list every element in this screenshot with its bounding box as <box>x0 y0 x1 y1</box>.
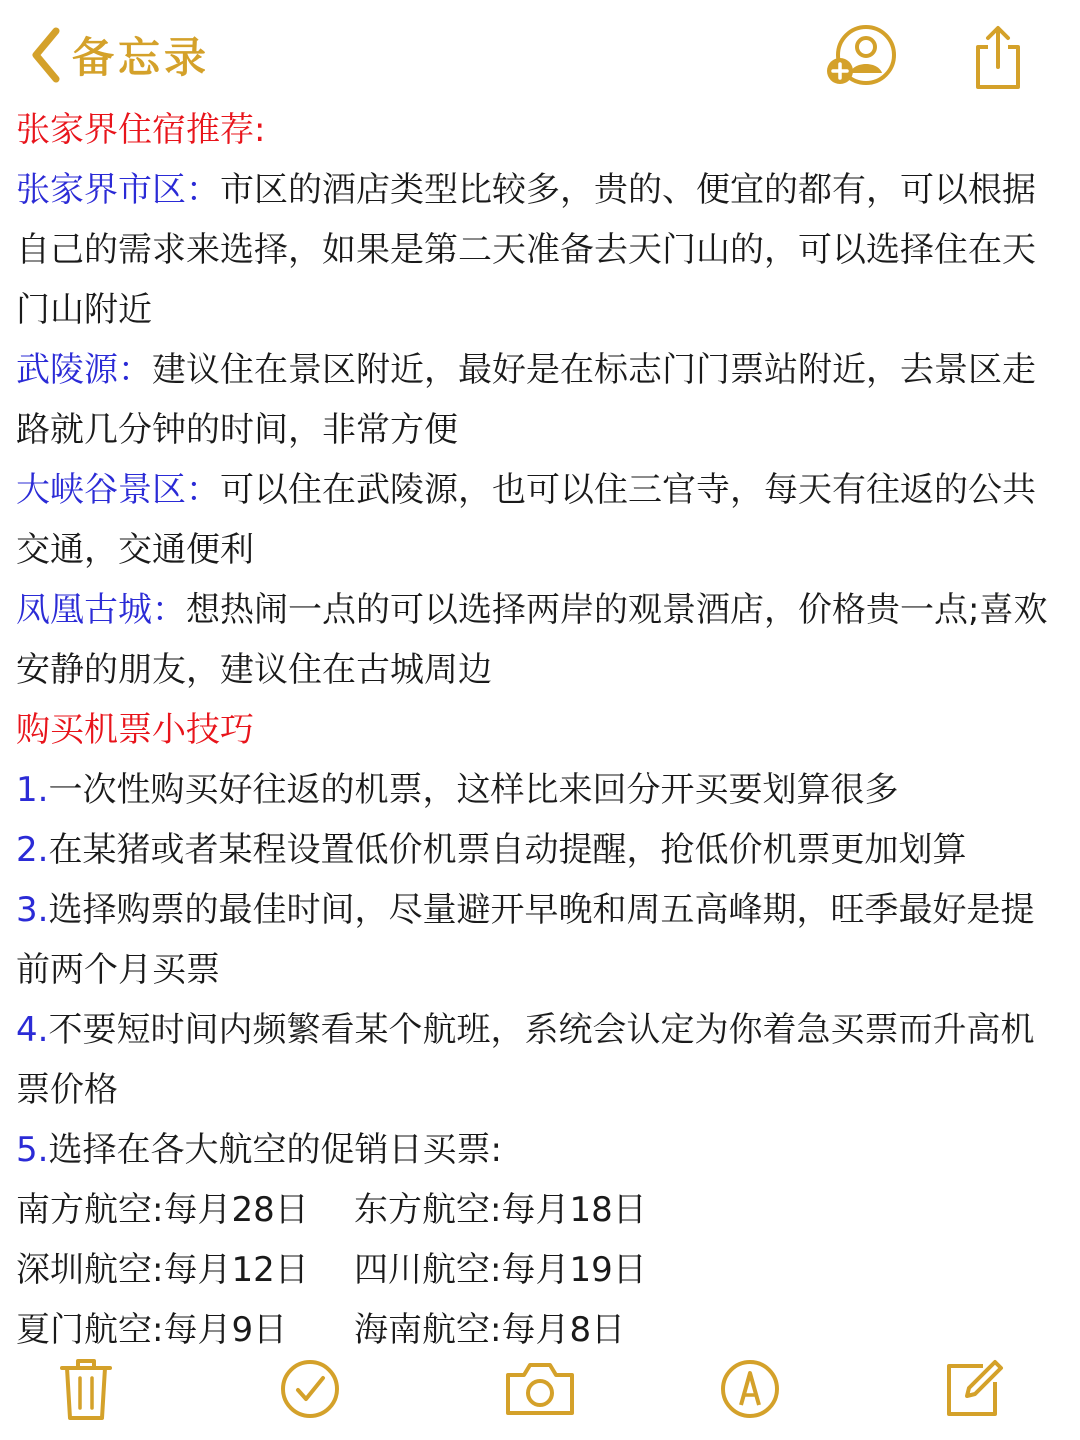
area-label: 凤凰古城： <box>16 590 186 630</box>
tip-item <box>16 880 1064 1000</box>
airline-promo: 四川航空:每月19日 <box>354 1250 647 1290</box>
airline-promo: 东方航空:每月18日 <box>354 1190 647 1230</box>
compose-icon <box>943 1358 1005 1424</box>
trash-icon <box>58 1356 114 1426</box>
tip-text: 在某猪或者某程设置低价机票自动提醒，抢低价机票更加划算 <box>48 830 967 870</box>
back-button[interactable] <box>28 22 210 88</box>
share-icon <box>970 23 1026 97</box>
area-text: 建议住在景区附近，最好是在标志门门票站附近，去景区走路就几分钟的时间，非常方便 <box>16 350 1036 450</box>
airline-row <box>16 1180 1064 1240</box>
area-label: 武陵源： <box>16 350 152 390</box>
chevron-left-icon <box>28 27 62 83</box>
area-text: 想热闹一点的可以选择两岸的观景酒店，价格贵一点;喜欢安静的朋友，建议住在古城周边 <box>16 590 1048 690</box>
tip-text: 选择购票的最佳时间，尽量避开早晚和周五高峰期，旺季最好是提前两个月买票 <box>16 890 1035 990</box>
checklist-button[interactable] <box>272 1353 348 1429</box>
area-paragraph <box>16 460 1064 580</box>
area-label: 大峡谷景区： <box>16 470 220 510</box>
area-paragraph <box>16 160 1064 340</box>
tip-text: 一次性购买好往返的机票，这样比来回分开买要划算很多 <box>48 770 899 810</box>
area-label: 张家界市区： <box>16 170 220 210</box>
airline-promo: 深圳航空:每月12日 <box>16 1250 309 1290</box>
area-text: 可以住在武陵源，也可以住三官寺，每天有往返的公共交通，交通便利 <box>16 470 1036 570</box>
tip-item <box>16 1120 1064 1180</box>
section-title-lodging: 张家界住宿推荐: <box>16 110 266 150</box>
markup-button[interactable] <box>712 1353 788 1429</box>
bottom-toolbar <box>0 1345 1080 1440</box>
checklist-icon <box>278 1357 342 1425</box>
tip-item <box>16 820 1064 880</box>
area-text: 市区的酒店类型比较多，贵的、便宜的都有，可以根据自己的需求来选择，如果是第二天准备去天门山的，可以选择住在天门山附近 <box>16 170 1036 330</box>
tip-item <box>16 1000 1064 1120</box>
navigation-bar <box>0 0 1080 108</box>
markup-pen-icon <box>718 1357 782 1425</box>
camera-button[interactable] <box>502 1353 578 1429</box>
tip-number: 3. <box>16 890 49 930</box>
delete-button[interactable] <box>48 1353 124 1429</box>
tip-number: 4. <box>16 1010 49 1050</box>
tip-number: 1. <box>16 770 49 810</box>
area-paragraph <box>16 580 1064 700</box>
airline-promo: 夏门航空:每月9日 <box>16 1310 288 1350</box>
airline-promo: 南方航空:每月28日 <box>16 1190 309 1230</box>
camera-icon <box>504 1359 576 1423</box>
tip-text: 选择在各大航空的促销日买票: <box>48 1130 502 1170</box>
airline-row <box>16 1240 1064 1300</box>
tip-text: 不要短时间内频繁看某个航班，系统会认定为你着急买票而升高机票价格 <box>16 1010 1035 1110</box>
airline-promo: 海南航空:每月8日 <box>354 1310 626 1350</box>
add-person-button[interactable] <box>822 20 902 100</box>
compose-button[interactable] <box>936 1353 1012 1429</box>
tip-item <box>16 760 1064 820</box>
section-title-flights: 购买机票小技巧 <box>16 710 254 750</box>
share-button[interactable] <box>958 20 1038 100</box>
note-body[interactable] <box>16 100 1064 1360</box>
area-paragraph <box>16 340 1064 460</box>
tip-number: 2. <box>16 830 49 870</box>
back-label: 备忘录 <box>72 33 211 82</box>
add-person-icon <box>824 23 900 97</box>
tip-number: 5. <box>16 1130 49 1170</box>
